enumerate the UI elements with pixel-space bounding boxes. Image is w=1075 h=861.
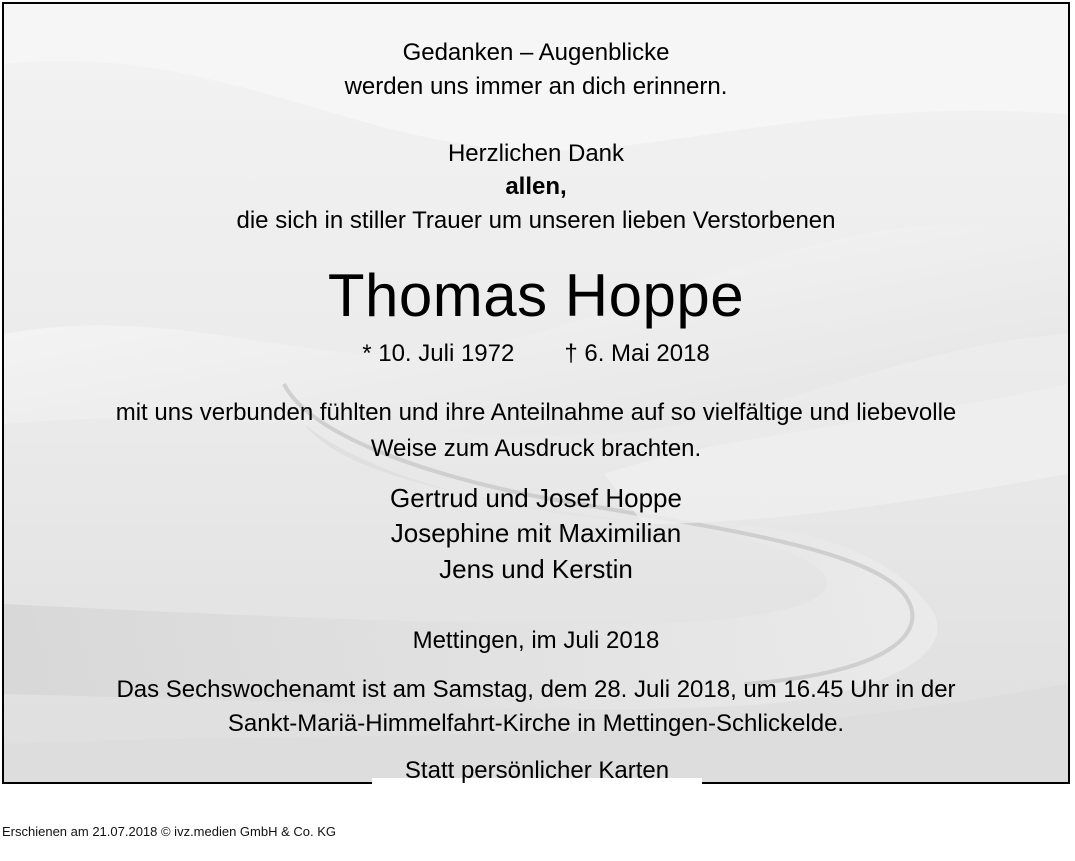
service-line-2: Sankt-Mariä-Himmelfahrt-Kirche in Mettingen-Schlickelde. <box>227 710 845 737</box>
quote-line-1: Gedanken – Augenblicke <box>402 39 670 66</box>
thanks-all: allen, <box>505 173 567 200</box>
obituary-notice <box>2 2 1070 784</box>
publication-credit: Erschienen am 21.07.2018 © ivz.medien GmbH & Co. KG <box>2 824 337 839</box>
notice-text <box>4 4 1068 782</box>
footer-label: Statt persönlicher Karten <box>404 757 670 784</box>
deceased-name: Thomas Hoppe <box>327 262 745 329</box>
family-member: Josephine mit Maximilian <box>390 518 682 548</box>
body-line-2: Weise zum Ausdruck brachten. <box>370 435 702 462</box>
family-member: Gertrud und Josef Hoppe <box>390 483 682 513</box>
thanks-line: Herzlichen Dank <box>447 140 625 167</box>
quote-line-2: werden uns immer an dich erinnern. <box>344 73 728 100</box>
life-dates <box>4 339 1068 369</box>
body-line-1: mit uns verbunden fühlten und ihre Anteilnahme auf so vielfältige und liebevolle <box>115 399 957 426</box>
place-date: Mettingen, im Juli 2018 <box>412 627 660 654</box>
intro-line: die sich in stiller Trauer um unseren lieben Verstorbenen <box>236 207 836 234</box>
service-line-1: Das Sechswochenamt ist am Samstag, dem 28. Juli 2018, um 16.45 Uhr in der <box>116 676 956 703</box>
birth-date: * 10. Juli 1972 <box>362 340 515 367</box>
family-member: Jens und Kerstin <box>439 554 633 584</box>
death-date: † 6. Mai 2018 <box>564 340 710 367</box>
